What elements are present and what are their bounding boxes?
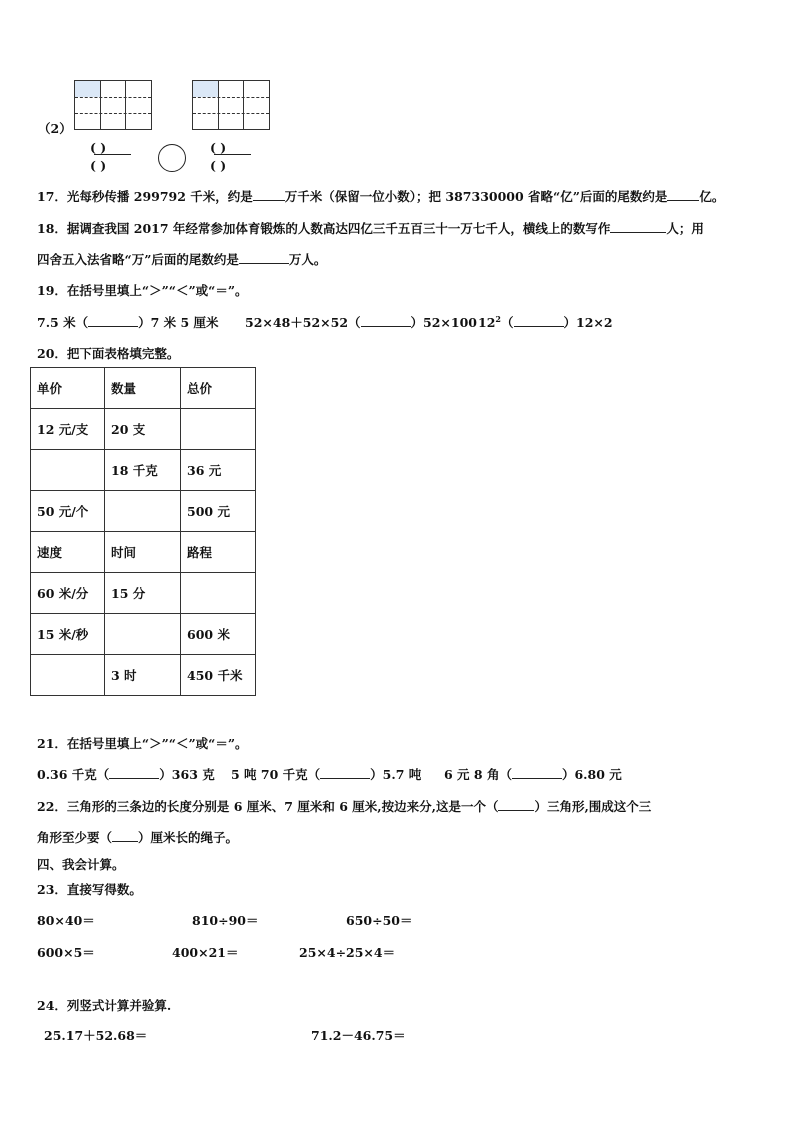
calc-item: 80×40＝	[37, 913, 95, 928]
table-cell: 60 米/分	[31, 573, 105, 614]
table-row	[31, 573, 256, 614]
shaded-cell	[75, 81, 101, 97]
calc-item: 25.17＋52.68＝	[44, 1028, 148, 1043]
table-row	[31, 368, 256, 409]
calc-item: 810÷90＝	[192, 913, 259, 928]
question-24-title: 24．列竖式计算并验算.	[37, 998, 172, 1013]
table-cell: 600 米	[181, 614, 256, 655]
answer-blank[interactable]	[361, 314, 411, 327]
answer-blank[interactable]	[498, 798, 534, 811]
answer-blank[interactable]	[239, 251, 289, 264]
question-18-line2: 四舍五入法省略“万”后面的尾数约是 万人。	[37, 252, 327, 267]
table-row	[31, 409, 256, 450]
q19-item-1: 7.5 米（ ）7 米 5 厘米	[37, 315, 219, 330]
question-17: 17．光每秒传播 299792 千米，约是 万千米（保留一位小数）；把 387330000 省略“亿”后面的尾数约是 亿。	[37, 189, 725, 204]
q16-part-label: （2）	[38, 121, 72, 136]
question-22-line1: 22．三角形的三条边的长度分别是 6 厘米、7 厘米和 6 厘米,按边来分,这是一个（ ）三角形,围成这个三	[37, 799, 652, 814]
fraction-grid-right	[192, 80, 270, 130]
table-cell-blank[interactable]	[31, 655, 105, 696]
question-20-title: 20．把下面表格填完整。	[37, 346, 180, 361]
table-cell: 15 米/秒	[31, 614, 105, 655]
denominator-blank[interactable]: ( )	[90, 158, 107, 173]
calc-item: 400×21＝	[172, 945, 239, 960]
fraction-grid-left	[74, 80, 152, 130]
answer-blank[interactable]	[112, 829, 138, 842]
calc-item: 650÷50＝	[346, 913, 413, 928]
table-cell: 15 分	[105, 573, 181, 614]
answer-blank[interactable]	[667, 188, 699, 201]
answer-blank[interactable]	[253, 188, 285, 201]
answer-blank[interactable]	[88, 314, 138, 327]
table-cell: 速度	[31, 532, 105, 573]
comparison-circle[interactable]	[158, 144, 186, 172]
question-21-title: 21．在括号里填上“＞”“＜”或“＝”。	[37, 736, 248, 751]
question-22-line2: 角形至少要（ ）厘米长的绳子。	[37, 830, 239, 845]
table-cell-blank[interactable]	[105, 491, 181, 532]
answer-blank[interactable]	[320, 766, 370, 779]
table-cell: 时间	[105, 532, 181, 573]
answer-blank[interactable]	[512, 766, 562, 779]
price-table	[30, 367, 256, 696]
answer-blank[interactable]	[109, 766, 159, 779]
table-cell-blank[interactable]	[31, 450, 105, 491]
question-18-line1: 18．据调查我国 2017 年经常参加体育锻炼的人数高达四亿三千五百三十一万七千人，横线上的数写作 人；用	[37, 221, 704, 236]
q19-item-2: 52×48＋52×52（ ）52×100	[245, 315, 477, 330]
table-row	[31, 614, 256, 655]
table-cell: 20 支	[105, 409, 181, 450]
table-cell: 18 千克	[105, 450, 181, 491]
q21-item-1: 0.36 千克（ ）363 克	[37, 767, 215, 782]
shaded-cell	[193, 81, 219, 97]
table-cell: 单价	[31, 368, 105, 409]
numerator-blank[interactable]: ( )	[210, 140, 227, 155]
table-cell: 数量	[105, 368, 181, 409]
denominator-blank[interactable]: ( )	[210, 158, 227, 173]
q19-item-3: $12^2$（ ）12×2	[478, 313, 613, 330]
numerator-blank[interactable]: ( )	[90, 140, 107, 155]
section-title: 四、我会计算。	[37, 857, 125, 872]
table-cell-blank[interactable]	[105, 614, 181, 655]
calc-item: 71.2－46.75＝	[311, 1028, 406, 1043]
table-row	[31, 655, 256, 696]
table-cell: 总价	[181, 368, 256, 409]
table-cell: 12 元/支	[31, 409, 105, 450]
table-cell: 50 元/个	[31, 491, 105, 532]
table-cell: 500 元	[181, 491, 256, 532]
table-cell-blank[interactable]	[181, 409, 256, 450]
table-cell: 3 时	[105, 655, 181, 696]
table-row	[31, 532, 256, 573]
q21-item-2: 5 吨 70 千克（ ）5.7 吨	[231, 767, 422, 782]
table-cell: 36 元	[181, 450, 256, 491]
answer-blank[interactable]	[514, 314, 564, 327]
question-23-title: 23．直接写得数。	[37, 882, 142, 897]
table-row	[31, 450, 256, 491]
answer-blank[interactable]	[610, 220, 666, 233]
q21-item-3: 6 元 8 角（ ）6.80 元	[444, 767, 622, 782]
table-row	[31, 491, 256, 532]
table-cell: 路程	[181, 532, 256, 573]
calc-item: 600×5＝	[37, 945, 95, 960]
question-19-title: 19．在括号里填上“＞”“＜”或“＝”。	[37, 283, 248, 298]
table-cell-blank[interactable]	[181, 573, 256, 614]
calc-item: 25×4÷25×4＝	[299, 945, 396, 960]
table-cell: 450 千米	[181, 655, 256, 696]
